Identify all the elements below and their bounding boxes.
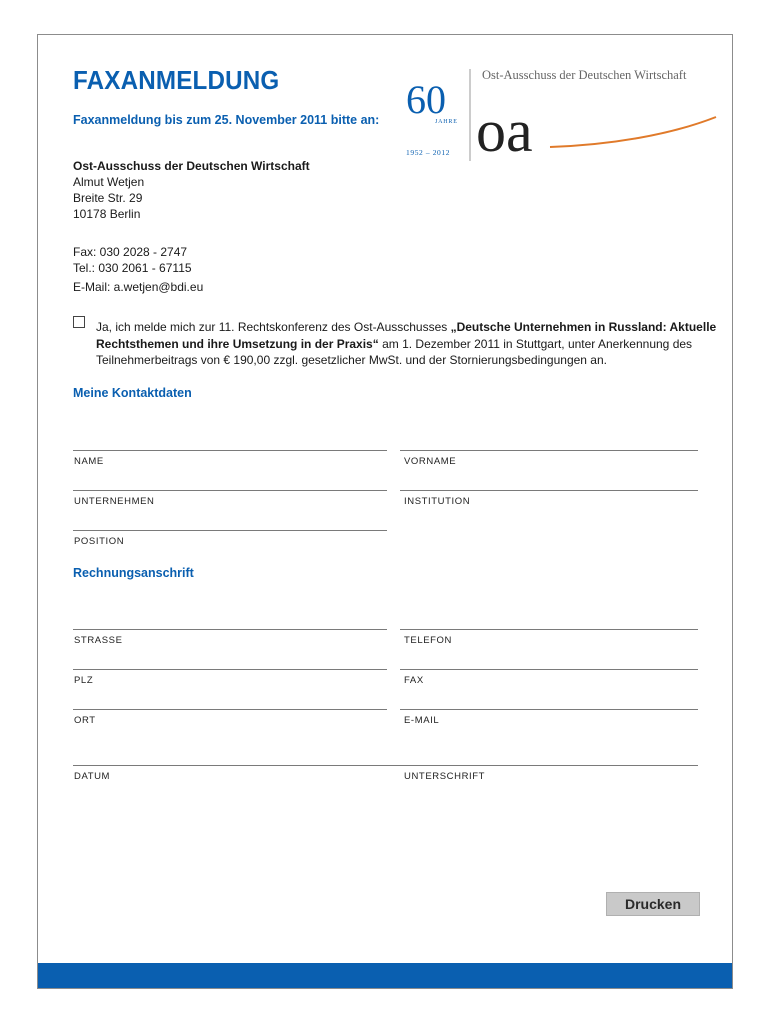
strasse-label: STRASSE [74, 635, 123, 646]
registration-checkbox[interactable] [73, 316, 85, 328]
email-input[interactable] [400, 690, 702, 709]
footer-bar [38, 963, 732, 988]
unternehmen-label: UNTERNEHMEN [74, 496, 155, 507]
conference-title: „Deutsche Unternehmen in Russland: Aktuelle Rechtsthemen und ihre Umsetzung in der Praxis“ [96, 320, 717, 351]
institution-input[interactable] [400, 471, 702, 490]
recipient-person: Almut Wetjen [73, 175, 145, 189]
confirmation-text-part2: am 1. Dezember 2011 in Stuttgart, unter Anerkennung des Teilnehmerbeitrags von € 190,00 zzgl. gesetzlicher MwSt. und der Stornierungsbedingungen an. [96, 336, 693, 367]
registration-confirmation-text [96, 319, 726, 369]
logo-anniversary-word: JAHRE [435, 119, 458, 125]
billing-section-heading: Rechnungsanschrift [73, 566, 194, 580]
recipient-street: Breite Str. 29 [73, 191, 143, 205]
print-button[interactable]: Drucken [606, 892, 700, 916]
logo-org-name: Ost-Ausschuss der Deutschen Wirtschaft [482, 68, 687, 82]
email-label: E-MAIL [404, 715, 440, 726]
logo-swoosh [550, 117, 716, 147]
unternehmen-field[interactable] [73, 471, 387, 491]
vorname-field[interactable] [400, 431, 698, 451]
strasse-input[interactable] [73, 610, 391, 629]
position-field[interactable] [73, 511, 387, 531]
strasse-field[interactable] [73, 610, 387, 630]
form-title: FAXANMELDUNG [73, 65, 280, 95]
position-label: POSITION [74, 536, 125, 547]
name-field[interactable] [73, 431, 387, 451]
datum-label: DATUM [74, 771, 111, 782]
telefon-label: TELEFON [404, 635, 453, 646]
logo-letters: oa [476, 98, 533, 164]
recipient-tel: Tel.: 030 2061 - 67115 [73, 261, 192, 275]
logo-years: 1952 – 2012 [406, 148, 451, 157]
institution-label: INSTITUTION [404, 496, 471, 507]
plz-input[interactable] [73, 650, 391, 669]
confirmation-text-part1: Ja, ich melde mich zur 11. Rechtskonferenz des Ost-Ausschusses [96, 320, 451, 334]
contact-section-heading: Meine Kontaktdaten [73, 386, 192, 400]
plz-field[interactable] [73, 650, 387, 670]
form-subtitle: Faxanmeldung bis zum 25. November 2011 bitte an: [73, 113, 380, 127]
fax-field[interactable] [400, 650, 698, 670]
oa-logo [400, 65, 720, 165]
vorname-input[interactable] [400, 431, 702, 450]
ort-label: ORT [74, 715, 96, 726]
position-input[interactable] [73, 511, 391, 530]
telefon-field[interactable] [400, 610, 698, 630]
fax-form-page [37, 34, 733, 989]
recipient-city: 10178 Berlin [73, 207, 141, 221]
ort-input[interactable] [73, 690, 391, 709]
name-input[interactable] [73, 431, 391, 450]
email-field[interactable] [400, 690, 698, 710]
vorname-label: VORNAME [404, 456, 457, 467]
plz-label: PLZ [74, 675, 94, 686]
telefon-input[interactable] [400, 610, 702, 629]
recipient-email: E-Mail: a.wetjen@bdi.eu [73, 280, 204, 294]
ort-field[interactable] [73, 690, 387, 710]
datum-unterschrift-field[interactable] [73, 746, 698, 766]
recipient-fax: Fax: 030 2028 - 2747 [73, 245, 188, 259]
fax-input[interactable] [400, 650, 702, 669]
datum-unterschrift-input[interactable] [73, 746, 702, 765]
unterschrift-label: UNTERSCHRIFT [404, 771, 486, 782]
institution-field[interactable] [400, 471, 698, 491]
fax-label: FAX [404, 675, 424, 686]
logo-anniversary-number: 60 [406, 77, 446, 122]
unternehmen-input[interactable] [73, 471, 391, 490]
recipient-org: Ost-Ausschuss der Deutschen Wirtschaft [73, 159, 310, 173]
name-label: NAME [74, 456, 104, 467]
